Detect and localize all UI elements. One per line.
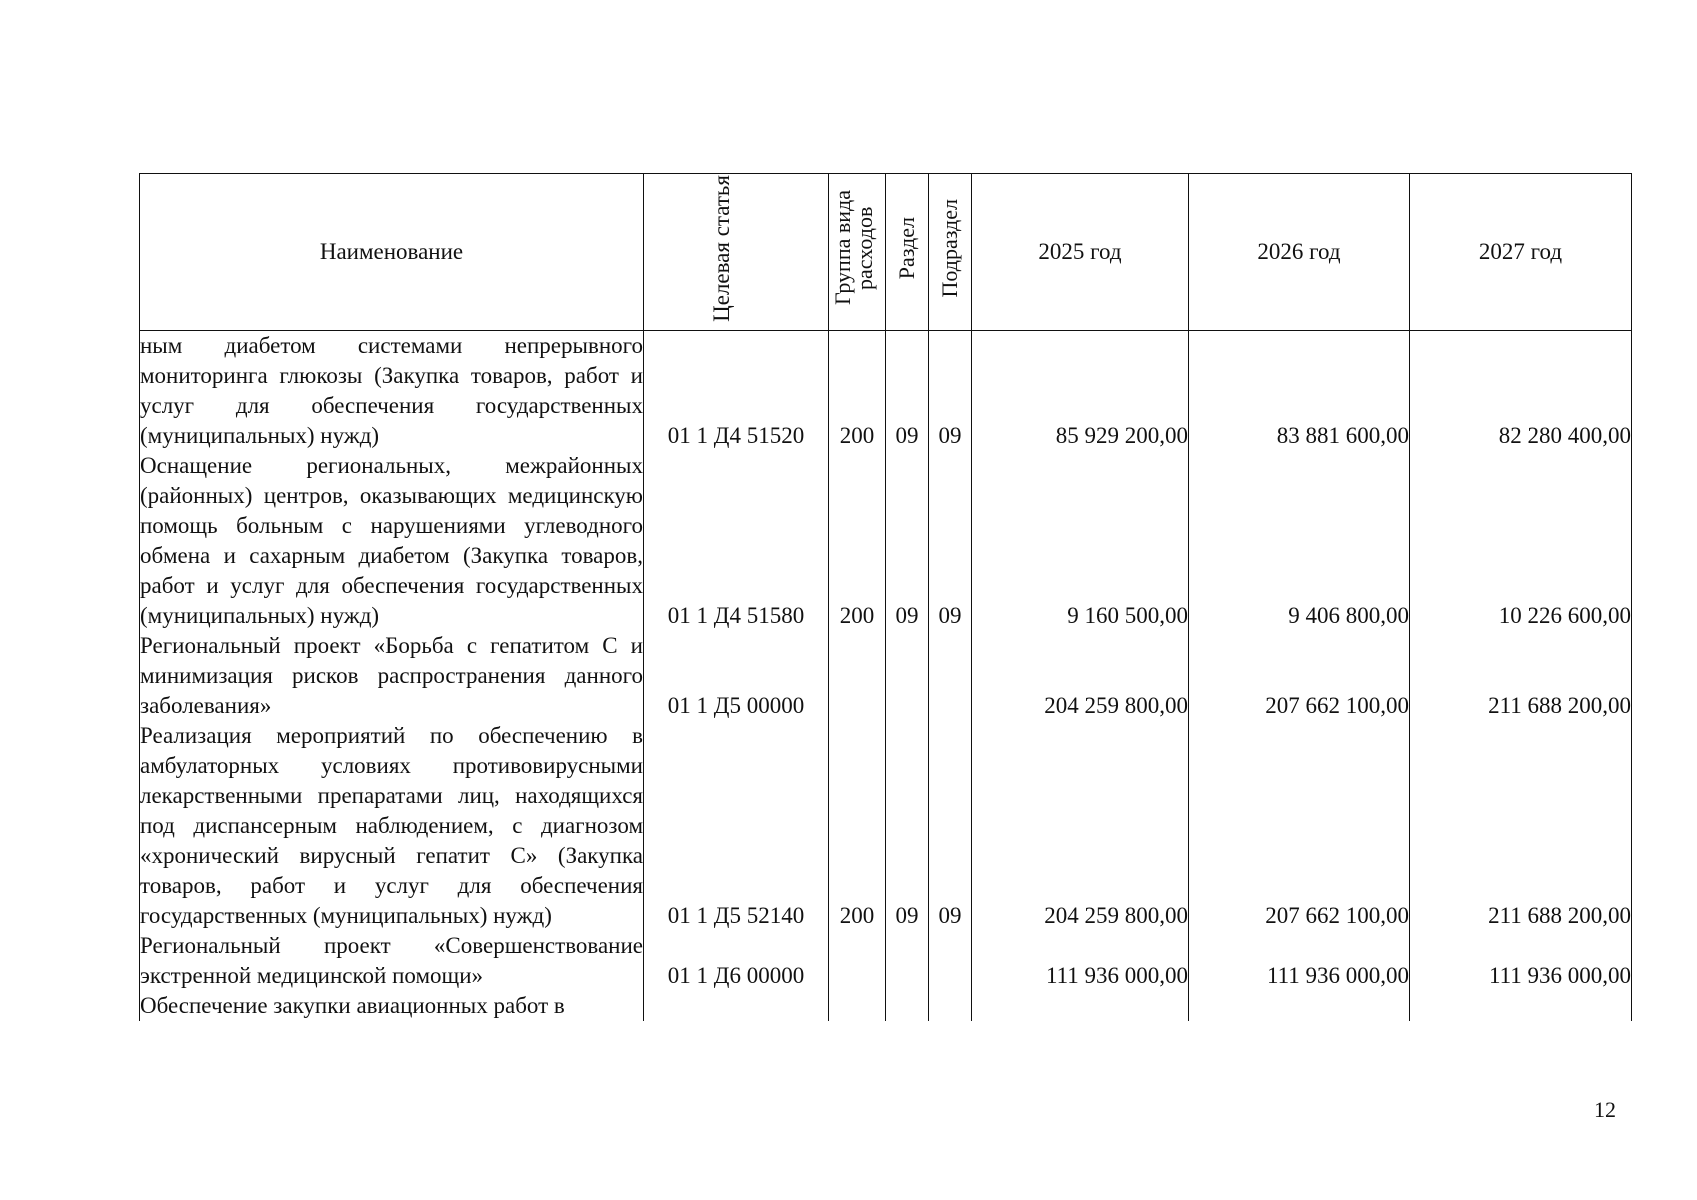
row-name: Оснащение региональных, межрайонных (районных) центров, оказывающих медицинскую помощь больным с нарушениями углеводного обмена и сахарным диабетом (Закупка товаров, работ и услуг для обеспечения государственных (муниципальных) нужд) <box>140 451 644 631</box>
row-amount-2025: 204 259 800,00 <box>972 721 1189 931</box>
row-subsection: 09 <box>929 451 972 631</box>
row-section <box>886 631 929 721</box>
table-row <box>140 931 1632 991</box>
row-target-article: 01 1 Д5 52140 <box>644 721 829 931</box>
row-target-article <box>644 991 829 1021</box>
row-amount-2025 <box>972 991 1189 1021</box>
row-section: 09 <box>886 721 929 931</box>
header-expense-group: Группа вида расходов <box>829 174 886 331</box>
row-amount-2026: 207 662 100,00 <box>1189 631 1410 721</box>
row-expense-group: 200 <box>829 331 886 452</box>
header-name: Наименование <box>140 174 644 331</box>
row-amount-2027: 211 688 200,00 <box>1410 631 1632 721</box>
row-subsection <box>929 631 972 721</box>
row-subsection: 09 <box>929 721 972 931</box>
row-amount-2026: 83 881 600,00 <box>1189 331 1410 452</box>
row-name: ным диабетом системами непрерывного мониторинга глюкозы (Закупка товаров, работ и услуг для обеспечения государственных (муниципальных) нужд) <box>140 331 644 452</box>
table-row <box>140 721 1632 931</box>
row-expense-group: 200 <box>829 451 886 631</box>
header-subsection: Подраздел <box>929 174 972 331</box>
header-year-2026: 2026 год <box>1189 174 1410 331</box>
row-amount-2025: 204 259 800,00 <box>972 631 1189 721</box>
row-target-article: 01 1 Д5 00000 <box>644 631 829 721</box>
row-subsection: 09 <box>929 331 972 452</box>
table-row <box>140 451 1632 631</box>
row-expense-group <box>829 931 886 991</box>
row-section: 09 <box>886 451 929 631</box>
row-amount-2026 <box>1189 991 1410 1021</box>
header-target-article: Целевая статья <box>644 174 829 331</box>
row-amount-2027: 111 936 000,00 <box>1410 931 1632 991</box>
row-name: Реализация мероприятий по обеспечению в амбулаторных условиях противовирусными лекарственными препаратами лиц, находящихся под диспансерным наблюдением, с диагнозом «хронический вирусный гепатит С» (Закупка товаров, работ и услуг для обеспечения государственных (муниципальных) нужд) <box>140 721 644 931</box>
row-amount-2027: 211 688 200,00 <box>1410 721 1632 931</box>
row-amount-2027: 10 226 600,00 <box>1410 451 1632 631</box>
table-row <box>140 991 1632 1021</box>
header-year-2025: 2025 год <box>972 174 1189 331</box>
header-section: Раздел <box>886 174 929 331</box>
row-amount-2025: 9 160 500,00 <box>972 451 1189 631</box>
row-target-article: 01 1 Д4 51520 <box>644 331 829 452</box>
table-row <box>140 631 1632 721</box>
row-amount-2027: 82 280 400,00 <box>1410 331 1632 452</box>
header-year-2027: 2027 год <box>1410 174 1632 331</box>
table-header-row <box>140 174 1632 331</box>
row-target-article: 01 1 Д6 00000 <box>644 931 829 991</box>
table-row <box>140 331 1632 452</box>
row-section <box>886 991 929 1021</box>
row-subsection <box>929 931 972 991</box>
row-amount-2026: 111 936 000,00 <box>1189 931 1410 991</box>
row-target-article: 01 1 Д4 51580 <box>644 451 829 631</box>
row-section: 09 <box>886 331 929 452</box>
row-name: Региональный проект «Борьба с гепатитом С и минимизация рисков распространения данного заболевания» <box>140 631 644 721</box>
row-expense-group <box>829 991 886 1021</box>
row-amount-2026: 9 406 800,00 <box>1189 451 1410 631</box>
row-amount-2027 <box>1410 991 1632 1021</box>
row-section <box>886 931 929 991</box>
row-amount-2025: 111 936 000,00 <box>972 931 1189 991</box>
row-expense-group <box>829 631 886 721</box>
row-amount-2025: 85 929 200,00 <box>972 331 1189 452</box>
row-name: Региональный проект «Совершенствование экстренной медицинской помощи» <box>140 931 644 991</box>
row-name: Обеспечение закупки авиационных работ в <box>140 991 644 1021</box>
budget-table <box>139 173 1632 1021</box>
row-subsection <box>929 991 972 1021</box>
row-expense-group: 200 <box>829 721 886 931</box>
page-number: 12 <box>1594 1097 1616 1122</box>
row-amount-2026: 207 662 100,00 <box>1189 721 1410 931</box>
